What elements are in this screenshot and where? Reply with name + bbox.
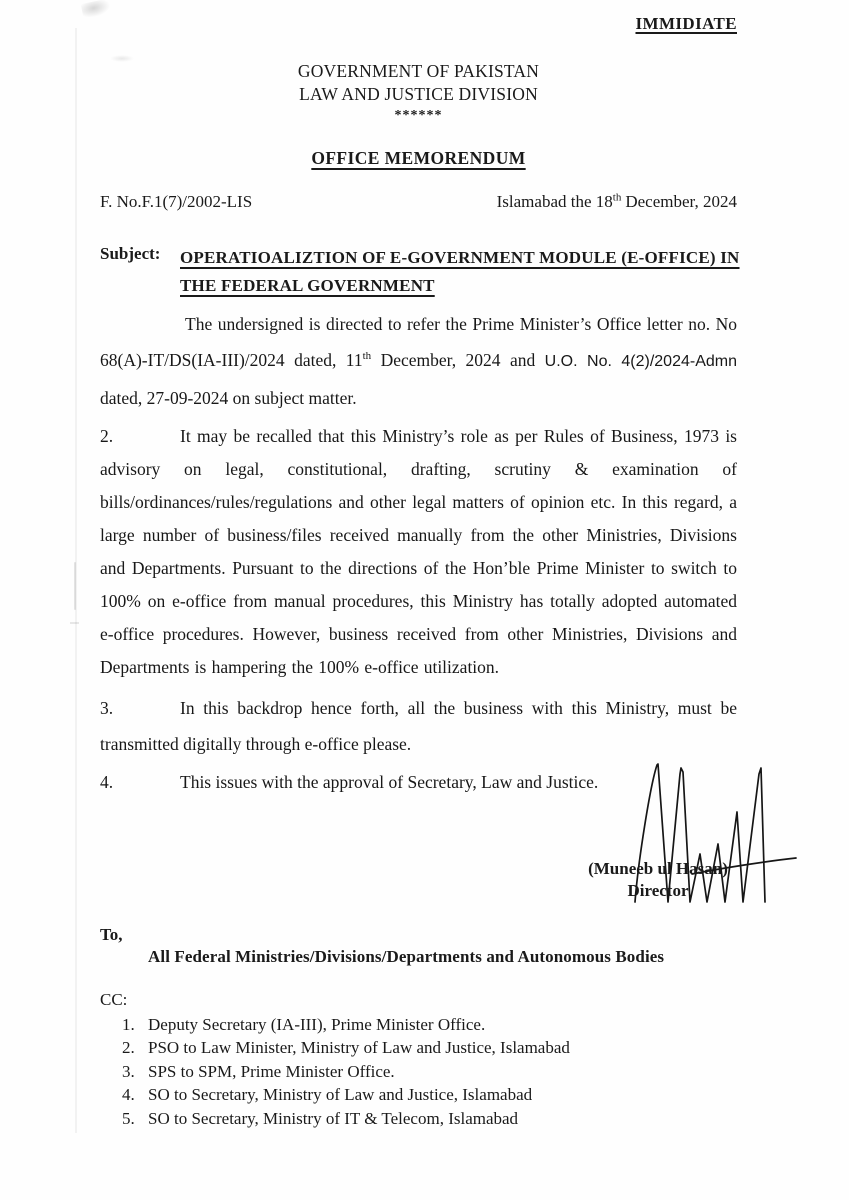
cc-item-2-text: PSO to Law Minister, Ministry of Law and Justice, Islamabad: [148, 1038, 570, 1057]
cc-item-4-number: 4.: [122, 1085, 135, 1104]
file-number: F. No.F.1(7)/2002-LIS: [100, 192, 253, 211]
cc-item-5: [100, 1107, 737, 1131]
letterhead: [100, 60, 737, 124]
cc-item-2: [100, 1036, 737, 1060]
government-line: GOVERNMENT OF PAKISTAN: [297, 61, 540, 81]
paragraph-1-seg1: The undersigned is directed to refer the Prime Minister’s Office letter no. No 68(A)-IT/DS(IA-III)/2024 dated, 11: [100, 314, 737, 370]
document-title-text: OFFICE MEMORENDUM: [311, 148, 526, 168]
scan-artifact-dash: [70, 622, 79, 624]
paragraph-1-uo-number: U.O. No. 4(2)/2024-Admn: [544, 353, 737, 370]
cc-item-2-number: 2.: [122, 1038, 135, 1057]
subject-line-1: OPERATIOALIZTION OF E-GOVERNMENT MODULE (E-OFFICE) IN: [180, 248, 740, 267]
paragraph-1-seg4: dated, 27-09-2024 on subject matter.: [100, 388, 357, 408]
cc-item-1-number: 1.: [122, 1014, 135, 1034]
cc-item-3-text: SPS to SPM, Prime Minister Office.: [148, 1061, 395, 1081]
signatory-name: (Muneeb ul Hasan): [588, 859, 728, 878]
to-label: To,: [100, 925, 123, 944]
paragraph-2: [100, 420, 737, 684]
division-line: LAW AND JUSTICE DIVISION: [299, 84, 538, 104]
cc-block: [100, 988, 737, 1130]
cc-item-5-number: 5.: [122, 1108, 135, 1128]
dateline: [497, 192, 737, 212]
subject-label: Subject:: [100, 244, 161, 263]
priority-label: [100, 14, 737, 34]
subject-text: [180, 244, 740, 300]
paragraph-3: [100, 690, 737, 762]
document-title: [100, 148, 737, 169]
scan-artifact-tick: [74, 562, 76, 610]
cc-item-3: [100, 1060, 737, 1084]
cc-item-4-text: SO to Secretary, Ministry of Law and Justice, Islamabad: [148, 1085, 533, 1104]
cc-item-1-text: Deputy Secretary (IA-III), Prime Minister Office.: [148, 1014, 486, 1034]
paragraph-1: [100, 306, 737, 416]
paragraph-4-text: This issues with the approval of Secretary, Law and Justice.: [180, 772, 599, 792]
addressee-name: All Federal Ministries/Divisions/Departments and Autonomous Bodies: [148, 947, 665, 966]
paragraph-1-seg2: December, 2024 and: [371, 350, 545, 370]
reference-row: [100, 192, 737, 212]
signatory-title: Director: [627, 881, 689, 900]
dateline-suffix: December, 2024: [625, 192, 737, 211]
paragraph-4-number: 4.: [100, 772, 114, 792]
dateline-ordinal: th: [612, 191, 622, 204]
cc-item-1: [100, 1013, 737, 1037]
signatory-block: [573, 858, 743, 902]
dateline-prefix: Islamabad the 18: [496, 192, 613, 211]
priority-label-text: IMMIDIATE: [635, 14, 737, 33]
subject-line-2: THE FEDERAL GOVERNMENT: [180, 276, 435, 295]
paragraph-4: [100, 764, 660, 800]
paragraph-3-number: 3.: [100, 698, 114, 718]
subject-row: [100, 244, 740, 300]
paragraph-2-text: It may be recalled that this Ministry’s role as per Rules of Business, 1973 is advisory on legal, constitutional, drafting, scrutiny & examination of bills/ordinances/rules/regulations and other legal matters of opinion etc. In this regard, a large number of business/files received manually from the other Ministries, Divisions and Departments. Pursuant to the directions of the Hon’ble Prime Minister to switch to 100% on e-office from manual procedures, this Ministry has totally adopted automated e-office procedures. However, business received from other Ministries, Divisions and Departments is hampering the 100% e-office utilization.: [100, 426, 737, 677]
cc-item-5-text: SO to Secretary, Ministry of IT & Telecom, Islamabad: [148, 1108, 519, 1128]
addressee-block: [100, 924, 737, 968]
paragraph-2-number: 2.: [100, 426, 114, 446]
separator-stars: ******: [394, 108, 443, 123]
paragraph-1-ordinal: th: [362, 350, 372, 363]
cc-item-4: [100, 1083, 737, 1107]
cc-item-3-number: 3.: [122, 1061, 135, 1081]
cc-label: CC:: [100, 990, 128, 1009]
paragraph-3-text: In this backdrop hence forth, all the business with this Ministry, must be transmitted digitally through e-office please.: [100, 698, 737, 754]
